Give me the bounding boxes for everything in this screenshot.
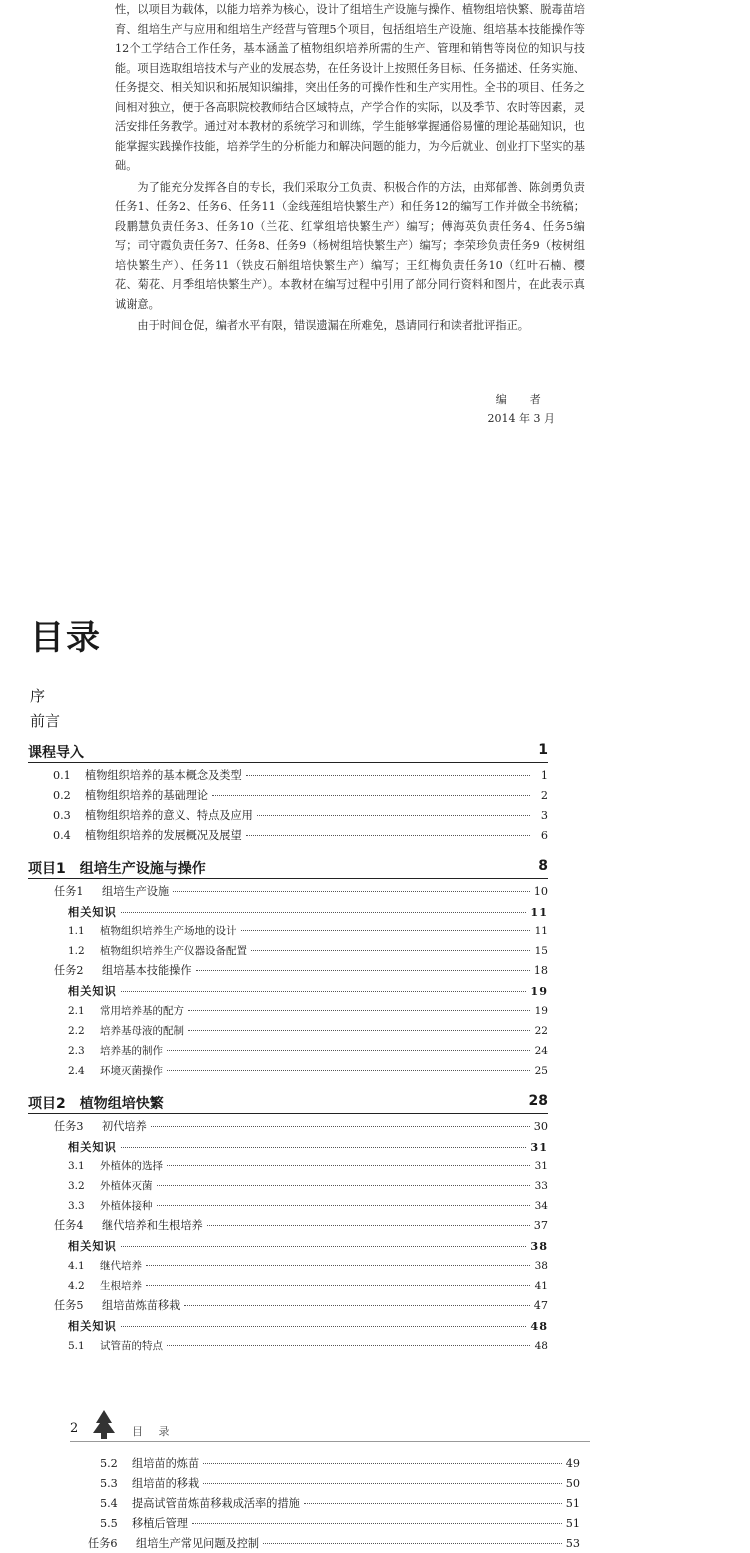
- toc-entry[interactable]: [68, 1197, 548, 1215]
- toc-entry-title: 外植体灭菌: [100, 1180, 153, 1193]
- toc-entry-page: 51: [565, 1517, 580, 1530]
- toc-entry-number: 任务4: [54, 1219, 84, 1233]
- toc-entry[interactable]: [54, 1297, 548, 1315]
- toc-related-knowledge[interactable]: [68, 1138, 548, 1156]
- toc-leader-dots: [121, 1147, 527, 1148]
- toc-entry-page: 48: [534, 1339, 548, 1352]
- toc-entry-title: 外植体接种: [100, 1200, 153, 1213]
- toc-leader-dots: [173, 891, 530, 892]
- preface-body: [115, 0, 585, 336]
- toc-entry[interactable]: [68, 922, 548, 940]
- toc-title: 目录: [30, 618, 102, 658]
- toc-entry-number: 任务5: [54, 1298, 84, 1312]
- toc-entry-xu[interactable]: 序: [30, 687, 46, 705]
- toc-entry[interactable]: [53, 767, 548, 785]
- toc-entry-title: 继代培养: [100, 1259, 142, 1272]
- toc-leader-dots: [263, 1543, 562, 1544]
- toc-entry-page: 37: [533, 1219, 548, 1233]
- toc-section-title: 项目1 组培生产设施与操作: [28, 860, 206, 877]
- toc-entry[interactable]: [100, 1475, 580, 1493]
- toc-entry-page: 25: [534, 1064, 548, 1077]
- toc-entry-title: 相关知识: [68, 1318, 117, 1333]
- toc-leader-dots: [167, 1070, 530, 1071]
- toc-entry-number: 任务1: [54, 884, 84, 898]
- preface-signature-block: [488, 390, 555, 428]
- toc-entry[interactable]: [54, 962, 548, 980]
- toc-entry-page: 51: [565, 1497, 580, 1510]
- toc-related-knowledge[interactable]: [68, 903, 548, 921]
- toc-entry-title: 培养基母液的配制: [100, 1024, 184, 1037]
- toc-leader-dots: [251, 950, 530, 951]
- toc-entry[interactable]: [68, 1157, 548, 1175]
- preface-signature: 编 者: [495, 393, 547, 406]
- toc-section-title: 课程导入: [28, 745, 84, 761]
- toc-section-page: 8: [538, 857, 548, 874]
- toc-entry[interactable]: [54, 1118, 548, 1136]
- toc-entry-number: 0.3: [53, 808, 71, 822]
- toc-entry[interactable]: [68, 1042, 548, 1060]
- toc-leader-dots: [207, 1225, 530, 1226]
- toc-leader-dots: [257, 815, 530, 816]
- toc-entry-page: 33: [534, 1180, 548, 1193]
- toc-leader-dots: [192, 1523, 562, 1524]
- toc-entry[interactable]: [54, 883, 548, 901]
- toc-entry-title: 组培生产常见问题及控制: [136, 1537, 260, 1550]
- toc-entry-page: 30: [533, 1119, 548, 1133]
- toc-leader-dots: [146, 1285, 530, 1286]
- toc-entry-number: 任务2: [54, 964, 84, 978]
- toc-entry-number: 1.2: [68, 945, 85, 958]
- toc-leader-dots: [188, 1010, 530, 1011]
- toc-entry-page: 19: [534, 1005, 548, 1017]
- toc-entry-title: 外植体的选择: [100, 1160, 163, 1173]
- toc-leader-dots: [196, 970, 530, 971]
- toc-entry-title: 相关知识: [68, 984, 117, 999]
- toc-entry-title: 试管苗的特点: [100, 1339, 163, 1352]
- preface-paragraph: 由于时间仓促，编者水平有限，错误遗漏在所难免，恳请同行和读者批评指正。: [137, 319, 529, 332]
- toc-entry-page: 48: [530, 1318, 548, 1333]
- preface-date: 2014 年 3 月: [487, 412, 555, 425]
- toc-entry-page: 38: [534, 1259, 548, 1272]
- toc-entry-title: 植物组织培养生产仪器设备配置: [100, 945, 247, 958]
- toc-entry-page: 47: [533, 1298, 548, 1312]
- toc-entry-number: 0.4: [53, 828, 71, 842]
- toc-leader-dots: [151, 1126, 530, 1127]
- toc-entry-number: 5.3: [100, 1477, 118, 1490]
- toc-entry-title: 植物组织培养的发展概况及展望: [85, 828, 242, 842]
- toc-entry-number: 4.2: [68, 1279, 85, 1292]
- toc-leader-dots: [167, 1165, 530, 1166]
- toc-entry-page: 53: [565, 1537, 580, 1550]
- header-title: 目 录: [132, 1425, 176, 1438]
- toc-leader-dots: [246, 775, 530, 776]
- toc-entry-title: 植物组织培养的意义、特点及应用: [85, 808, 253, 822]
- toc-entry-number: 1.1: [68, 925, 85, 938]
- toc-entry-page: 10: [533, 884, 548, 898]
- toc-entry-number: 2.1: [68, 1005, 85, 1017]
- toc-leader-dots: [167, 1345, 530, 1346]
- toc-section-heading[interactable]: [28, 740, 548, 763]
- toc-entry[interactable]: [54, 1217, 548, 1235]
- toc-entry[interactable]: [88, 1535, 580, 1553]
- toc-entry-title: 组培基本技能操作: [102, 964, 192, 978]
- toc-section-heading[interactable]: [28, 856, 548, 879]
- toc-entry-number: 4.1: [68, 1259, 85, 1272]
- toc-entry-title: 培养基的制作: [100, 1044, 163, 1057]
- toc-entry-title: 组培生产设施: [102, 884, 170, 898]
- toc-entry-number: 3.3: [68, 1200, 85, 1213]
- toc-entry-page: 1: [540, 769, 548, 782]
- toc-related-knowledge[interactable]: [68, 1237, 548, 1255]
- toc-related-knowledge[interactable]: [68, 982, 548, 1000]
- toc-entry-page: 50: [565, 1477, 580, 1490]
- toc-entry[interactable]: [68, 1177, 548, 1195]
- toc-entry-page: 11: [534, 925, 548, 938]
- toc-leader-dots: [121, 991, 527, 992]
- toc-entry-number: 0.1: [53, 769, 71, 782]
- toc-entry-page: 3: [540, 808, 548, 822]
- toc-entry-page: 41: [534, 1279, 548, 1292]
- toc-entry-title: 植物组织培养的基础理论: [85, 788, 209, 802]
- toc-section-title: 项目2 植物组培快繁: [28, 1095, 164, 1112]
- toc-page: [0, 560, 750, 1380]
- toc-entry[interactable]: [68, 1257, 548, 1275]
- toc-entry[interactable]: [68, 1277, 548, 1295]
- toc-entry[interactable]: [68, 1002, 548, 1020]
- toc-leader-dots: [157, 1205, 531, 1206]
- toc-entry-page: 49: [565, 1457, 580, 1470]
- toc-entry-number: 5.1: [68, 1339, 85, 1352]
- toc-section-page: 1: [538, 742, 548, 758]
- toc-leader-dots: [121, 912, 527, 913]
- toc-entry-number: 0.2: [53, 788, 71, 802]
- toc-entry-number: 2.3: [68, 1044, 85, 1057]
- toc-page-2: [0, 1405, 750, 1550]
- toc-entry-number: 5.5: [100, 1517, 118, 1530]
- toc-entry[interactable]: [68, 942, 548, 960]
- toc-entry-number: 2.4: [68, 1064, 85, 1077]
- toc-entry-page: 34: [534, 1200, 548, 1213]
- toc-entry-title: 初代培养: [102, 1119, 147, 1133]
- toc-entry-page: 18: [533, 964, 548, 978]
- toc-entry[interactable]: [100, 1495, 580, 1513]
- toc-entry-title: 生根培养: [100, 1279, 142, 1292]
- toc-leader-dots: [167, 1050, 530, 1051]
- toc-entry-title: 常用培养基的配方: [100, 1005, 184, 1017]
- preface-paragraph: 性，以项目为载体，以能力培养为核心，设计了组培生产设施与操作、植物组培快繁、脱毒苗培育、组培生产与应用和组培生产经营与管理5个项目，包括组培生产设施、组培基本技能操作等12个工学结合工作任务，基本涵盖了植物组织培养所需的生产、管理和销售等岗位的知识与技能。项目选取组培技术与产业的发展态势，在任务设计上按照任务目标、任务描述、任务实施、任务提交、相关知识和拓展知识编排，突出任务的可操作性和生产实用性。全书的项目、任务之间相对独立，便于各高职院校教师结合区域特点，产学合作的实际，以及季节、农时等因素，灵活安排任务教学。通过对本教材的系统学习和训练，学生能够掌握通俗易懂的理论基础知识，也能掌握实践操作技能，培养学生的分析能力和解决问题的能力，为今后就业、创业打下坚实的基础。: [115, 3, 585, 172]
- preface-paragraph: 为了能充分发挥各自的专长，我们采取分工负责、积极合作的方法，由郑郁善、陈剑勇负责任务1、任务2、任务6、任务11（金线莲组培快繁生产）和任务12的编写工作并做全书统稿；段鹏慧负责任务3、任务10（兰花、红掌组培快繁生产）编写；傅海英负责任务4、任务5编写；司守霞负责任务7、任务8、任务9（杨树组培快繁生产）编写；李荣珍负责任务9（桉树组培快繁生产）、任务11（铁皮石斛组培快繁生产）编写；王红梅负责任务10（红叶石楠、樱花、菊花、月季组培快繁生产）。本教材在编写过程中引用了部分同行资料和图片，在此表示真诚谢意。: [115, 180, 585, 311]
- toc-entry-title: 继代培养和生根培养: [102, 1219, 203, 1233]
- toc-entry[interactable]: [68, 1022, 548, 1040]
- toc-entry-number: 5.2: [100, 1457, 118, 1470]
- toc-leader-dots: [188, 1030, 530, 1031]
- page-number: 2: [70, 1421, 79, 1436]
- toc-entry[interactable]: [53, 807, 548, 825]
- tree-logo-icon: [90, 1409, 118, 1441]
- toc-entry-page: 38: [530, 1239, 548, 1253]
- toc-entry-page: 31: [530, 1139, 548, 1154]
- toc-entry-title: 提高试管苗炼苗移栽成活率的措施: [132, 1497, 300, 1510]
- toc-leader-dots: [121, 1246, 527, 1247]
- toc-leader-dots: [157, 1185, 531, 1186]
- toc-entry-title: 相关知识: [68, 904, 117, 919]
- toc-entry-number: 3.1: [68, 1160, 85, 1173]
- toc-leader-dots: [146, 1265, 530, 1266]
- toc-entry[interactable]: [53, 827, 548, 845]
- toc-entry-number: 任务3: [54, 1119, 84, 1133]
- toc-entry-page: 31: [534, 1160, 548, 1173]
- toc-entry[interactable]: [100, 1455, 580, 1473]
- toc-entry-number: 任务6: [88, 1537, 118, 1550]
- toc-entry-title: 相关知识: [68, 1239, 117, 1253]
- toc-leader-dots: [121, 1326, 527, 1327]
- toc-entry-qianyan[interactable]: 前言: [30, 712, 61, 730]
- toc-entry-title: 组培苗的炼苗: [132, 1457, 200, 1470]
- toc-entry[interactable]: [68, 1337, 548, 1355]
- toc-entry-title: 组培苗的移栽: [132, 1477, 200, 1490]
- toc-entry-title: 植物组织培养生产场地的设计: [100, 925, 237, 938]
- toc-entry-page: 22: [534, 1024, 548, 1037]
- toc-entry[interactable]: [68, 1062, 548, 1080]
- toc-entry-title: 环境灭菌操作: [100, 1064, 163, 1077]
- toc-leader-dots: [203, 1483, 562, 1484]
- toc-entry-number: 5.4: [100, 1497, 118, 1510]
- toc-leader-dots: [241, 930, 531, 931]
- toc-entry-page: 19: [530, 984, 548, 999]
- toc-leader-dots: [304, 1503, 562, 1504]
- toc-entry-title: 组培苗炼苗移栽: [102, 1298, 181, 1312]
- toc-entry-number: 2.2: [68, 1024, 85, 1037]
- running-header: [70, 1415, 590, 1442]
- toc-section-heading[interactable]: [28, 1091, 548, 1114]
- toc-section-page: 28: [528, 1092, 548, 1109]
- toc-entry-title: 移植后管理: [132, 1517, 188, 1530]
- toc-leader-dots: [212, 795, 530, 796]
- toc-entry[interactable]: [100, 1515, 580, 1533]
- toc-entry-title: 相关知识: [68, 1139, 117, 1154]
- toc-entry-page: 11: [530, 904, 548, 919]
- toc-related-knowledge[interactable]: [68, 1317, 548, 1335]
- toc-entry-title: 植物组织培养的基本概念及类型: [85, 769, 242, 782]
- toc-leader-dots: [184, 1305, 529, 1306]
- toc-entry-page: 15: [534, 945, 548, 958]
- toc-leader-dots: [246, 835, 530, 836]
- toc-leader-dots: [203, 1463, 562, 1464]
- preface-page: [0, 0, 750, 520]
- toc-entry-page: 24: [534, 1044, 548, 1057]
- toc-entry[interactable]: [53, 787, 548, 805]
- toc-entry-page: 2: [540, 788, 548, 802]
- toc-entry-page: 6: [540, 828, 548, 842]
- toc-entry-number: 3.2: [68, 1180, 85, 1193]
